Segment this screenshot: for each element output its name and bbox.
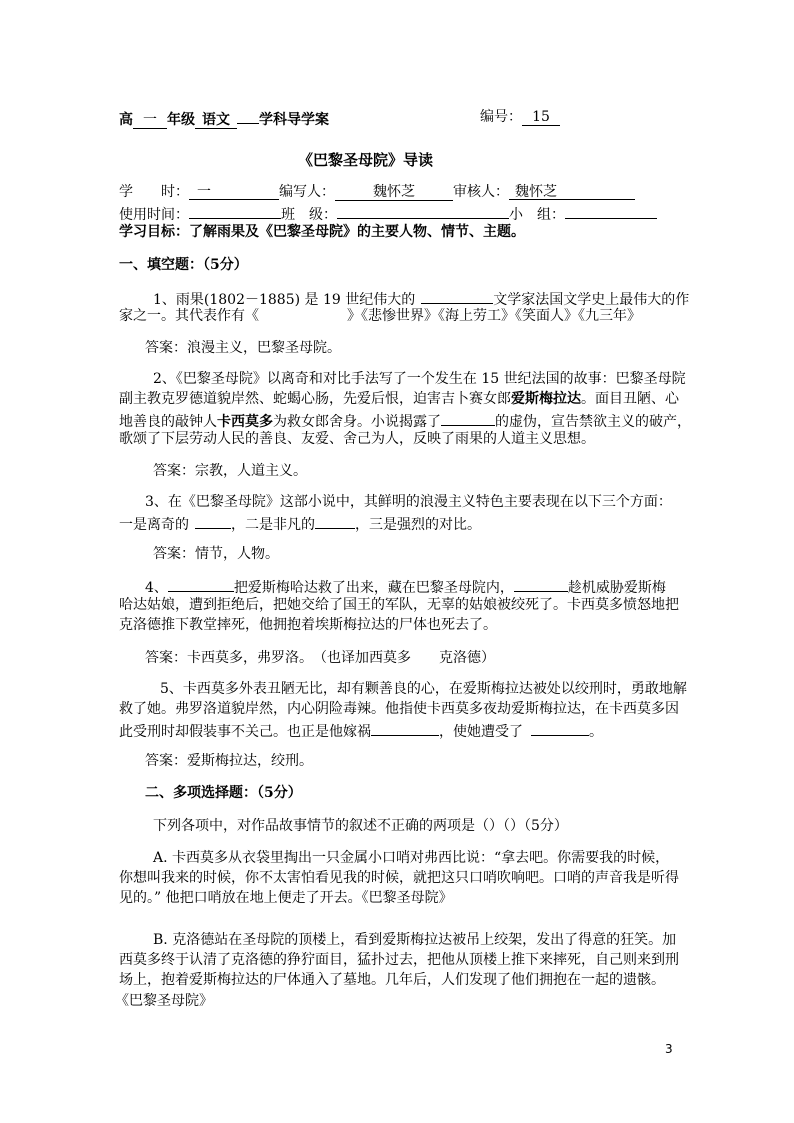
header-subject: 语文: [195, 112, 237, 129]
q4-blank-2: [514, 575, 568, 592]
author-value: 魏怀芝: [335, 184, 453, 201]
usage-blank: [189, 202, 281, 219]
q3-answer: 答案：情节，人物。: [153, 546, 279, 562]
q5-text-a: 此受刑时却假装事不关己。也正是他嫁祸: [119, 724, 371, 740]
q2-line-2: [119, 389, 679, 409]
serial-label: 编号：: [480, 109, 522, 125]
header-grade-label: 年级: [167, 112, 195, 128]
q2-answer: 答案：宗教，人道主义。: [153, 463, 307, 479]
term-label: 学 时：: [119, 184, 189, 200]
q1-text-b: 文学家法国文学史上最伟大的作: [493, 292, 690, 308]
q1-text-d: 》《悲惨世界》《海上劳工》《笑面人》《九三年》: [347, 308, 641, 324]
q3-text-b: ，二是非凡的: [231, 517, 315, 533]
q1-blank-1: [421, 287, 493, 304]
reviewer-value: 魏怀芝: [509, 184, 635, 200]
page-title: 《巴黎圣母院》导读: [298, 151, 434, 169]
header-grade-value: 一: [133, 112, 167, 129]
q5-line-3: [119, 719, 603, 742]
serial-number: [480, 107, 560, 127]
q3-text-c: ，三是强烈的对比。: [355, 517, 481, 533]
q1-text-a: 1、雨果(1802－1885) 是 19 世纪伟大的: [153, 292, 416, 308]
option-a-line-3: 见的。” 他把口哨放在地上便走了开去。《巴黎圣母院》: [119, 890, 453, 906]
q4-text-b: 把爱斯梅哈达救了出来，藏在巴黎圣母院内，: [233, 580, 514, 596]
q3-line-1: 3、在《巴黎圣母院》这部小说中，其鲜明的浪漫主义特色主要表现在以下三个方面：: [145, 494, 672, 510]
option-a-line-1: A. 卡西莫多从衣袋里掏出一只金属小口哨对弗西比说：“拿去吧。你需要我的时候，: [153, 850, 670, 866]
q3-blank-1: [195, 512, 231, 529]
header-line: [119, 107, 329, 130]
class-label: 班 级：: [281, 207, 337, 223]
q2-blank: [441, 409, 495, 426]
q4-line-2: 哈达姑娘，遭到拒绝后，把她交给了国王的军队，无辜的姑娘被绞死了。卡西莫多愤怒地把: [119, 597, 679, 613]
info-line-1: [119, 182, 635, 202]
q2-quasimodo: 卡西莫多: [217, 414, 273, 430]
q5-line-2: 救了她。弗罗洛道貌岸然，内心阴险毒辣。他指使卡西莫多夜劫爱斯梅拉达，在卡西莫多因: [119, 701, 679, 717]
q2-text-c: 。面目丑陋、心: [581, 391, 679, 407]
q3-line-2: [119, 512, 481, 535]
q1-line-2: [119, 306, 641, 326]
section2-heading: 二、多项选择题：（5分）: [145, 785, 302, 801]
header-grade-prefix: 高: [119, 112, 133, 128]
option-b-line-4: 《巴黎圣母院》: [115, 993, 213, 1009]
author-label: 编写人：: [279, 184, 335, 200]
q4-text-a: 4、: [145, 580, 168, 596]
q2-text-d: 地善良的敲钟人: [119, 414, 217, 430]
page-number: 3: [665, 1042, 673, 1056]
group-blank: [565, 202, 657, 219]
q1-answer: 答案：浪漫主义，巴黎圣母院。: [145, 340, 341, 356]
q4-blank-1: [168, 575, 234, 592]
q5-text-b: ，使她遭受了: [439, 724, 523, 740]
header-subject-suffix: 学科导学案: [259, 112, 329, 128]
q5-text-c: 。: [589, 724, 603, 740]
q3-text-a: 一是离奇的: [119, 517, 189, 533]
usage-label: 使用时间：: [119, 207, 189, 223]
q2-esmeralda: 爱斯梅拉达: [511, 391, 581, 407]
q5-answer: 答案：爱斯梅拉达，绞刑。: [145, 753, 313, 769]
q2-line-1: 2、《巴黎圣母院》以离奇和对比手法写了一个发生在 15 世纪法国的故事：巴黎圣母院: [153, 371, 686, 387]
q5-line-1: 5、卡西莫多外表丑陋无比，却有颗善良的心，在爱斯梅拉达被处以绞刑时，勇敢地解: [160, 681, 687, 697]
q4-text-c: 趁机威胁爱斯梅: [567, 580, 666, 596]
option-b-line-1: B. 克洛德站在圣母院的顶楼上，看到爱斯梅拉达被吊上绞架，发出了得意的狂笑。加: [153, 932, 677, 948]
class-blank: [337, 202, 509, 219]
q2-text-f: 的虚伪，宣告禁欲主义的破产，: [495, 414, 691, 430]
q4-line-3: 克洛德推下教堂摔死，他拥抱着埃斯梅拉达的尸体也死去了。: [119, 617, 497, 633]
q5-blank-2: [531, 719, 589, 736]
reviewer-label: 审核人：: [453, 184, 509, 200]
q2-text-a: 副主教克罗德道貌岸然、蛇蝎心肠，先爱后恨，迫害吉卜赛女郎: [119, 391, 511, 407]
q3-blank-2: [315, 512, 355, 529]
serial-value: 15: [522, 109, 560, 126]
q5-blank-1: [371, 719, 439, 736]
q4-answer: 答案：卡西莫多，弗罗洛。 （也译加西莫多 克洛德）: [145, 650, 495, 666]
section2-prompt: 下列各项中，对作品故事情节的叙述不正确的两项是（）（）（5分）: [153, 818, 568, 834]
option-b-line-2: 西莫多终于认清了克洛德的狰狞面目，猛扑过去，把他从顶楼上推下来摔死，自己则来到刑: [119, 952, 679, 968]
option-a-line-2: 你想叫我来的时候，你不太害怕看见我的时候，就把这只口哨吹响吧。口哨的声音我是听得: [119, 870, 679, 886]
group-label: 小 组：: [509, 207, 565, 223]
option-b-line-3: 场上，抱着爱斯梅拉达的尸体通入了墓地。几年后，人们发现了他们拥抱在一起的遗骸。: [119, 972, 665, 988]
q2-text-e: 为救女郎舍身。小说揭露了: [273, 414, 441, 430]
term-value: 一: [189, 184, 279, 200]
learning-objective: 学习目标：了解雨果及《巴黎圣母院》的主要人物、情节、主题。: [119, 224, 525, 240]
section1-heading: 一、填空题：（5分）: [119, 257, 248, 273]
q2-line-4: 歌颂了下层劳动人民的善良、友爱、舍己为人，反映了雨果的人道主义思想。: [119, 431, 595, 447]
q1-text-c: 家之一。其代表作有《: [119, 308, 259, 324]
